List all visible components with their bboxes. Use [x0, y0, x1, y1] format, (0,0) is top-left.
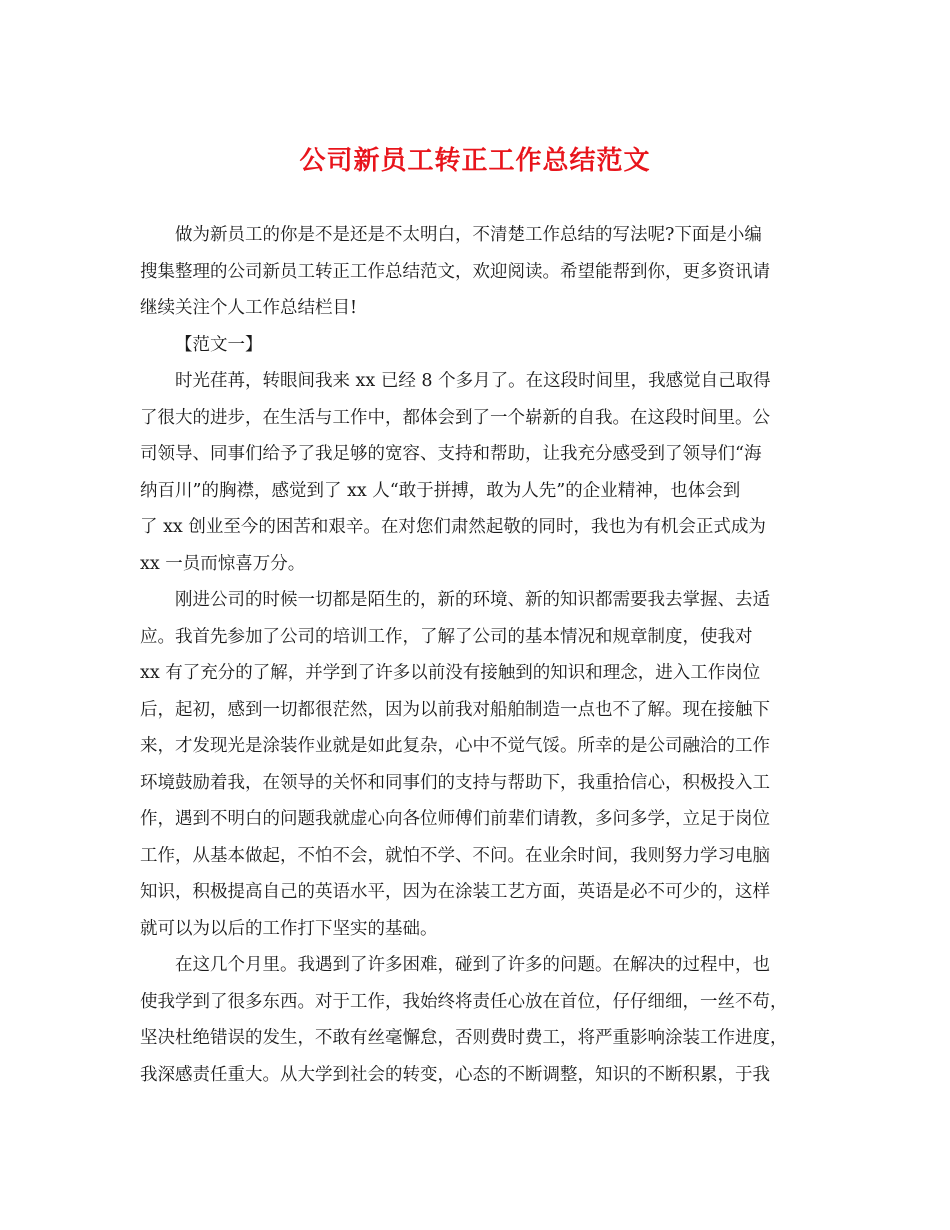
text-line: 后，起初，感到一切都很茫然，因为以前我对船舶制造一点也不了解。现在接触下: [140, 699, 770, 720]
text-line: 做为新员工的你是不是还是不太明白，不清楚工作总结的写法呢?下面是小编: [175, 225, 762, 245]
text-line: 使我学到了很多东西。对于工作，我始终将责任心放在首位，仔仔细细，一丝不苟，: [140, 991, 788, 1012]
text-line: 在这几个月里。我遇到了许多困难，碰到了许多的问题。在解决的过程中，也: [175, 955, 770, 975]
text-line: 我深感责任重大。从大学到社会的转变，心态的不断调整，知识的不断积累，于我: [140, 1064, 770, 1085]
document-title: 公司新员工转正工作总结范文: [299, 146, 651, 176]
text-line: 时光荏苒，转眼间我来 xx 已经 8 个多月了。在这段时间里，我感觉自己取得: [175, 371, 771, 391]
text-line: 【范文一】: [175, 334, 263, 355]
text-line: 来，才发现光是涂装作业就是如此复杂，心中不觉气馁。所幸的是公司融洽的工作: [140, 736, 770, 756]
text-line: 工作，从基本做起，不怕不会，就怕不学、不问。在业余时间，我则努力学习电脑: [140, 845, 770, 866]
text-line: 作，遇到不明白的问题我就虚心向各位师傅们前辈们请教，多问多学，立足于岗位: [140, 809, 770, 829]
text-line: xx 一员而惊喜万分。: [140, 553, 306, 574]
text-line: 刚进公司的时候一切都是陌生的，新的环境、新的知识都需要我去掌握、去适: [175, 590, 770, 610]
text-line: 司领导、同事们给予了我足够的宽容、支持和帮助，让我充分感受到了领导们“海: [140, 444, 762, 464]
text-line: 继续关注个人工作总结栏目!: [140, 298, 358, 318]
text-line: 了很大的进步，在生活与工作中，都体会到了一个崭新的自我。在这段时间里。公: [140, 407, 770, 428]
text-line: 坚决杜绝错误的发生，不敢有丝毫懈怠，否则费时费工，将严重影响涂装工作进度，: [140, 1028, 788, 1048]
text-line: xx 有了充分的了解，并学到了许多以前没有接触到的知识和理念，进入工作岗位: [140, 663, 761, 683]
text-line: 环境鼓励着我，在领导的关怀和同事们的支持与帮助下，我重拾信心，积极投入工: [140, 772, 770, 793]
text-line: 应。我首先参加了公司的培训工作，了解了公司的基本情况和规章制度，使我对: [140, 626, 753, 647]
text-line: 知识，积极提高自己的英语水平，因为在涂装工艺方面，英语是必不可少的，这样: [140, 882, 770, 902]
text-line: 就可以为以后的工作打下坚实的基础。: [140, 918, 438, 939]
text-line: 搜集整理的公司新员工转正工作总结范文，欢迎阅读。希望能帮到你，更多资讯请: [140, 261, 770, 282]
text-line: 纳百川”的胸襟，感觉到了 xx 人“敢于拼搏，敢为人先”的企业精神，也体会到: [140, 480, 741, 501]
text-line: 了 xx 创业至今的困苦和艰辛。在对您们肃然起敬的同时，我也为有机会正式成为: [140, 517, 766, 537]
document-body: [140, 217, 830, 1093]
